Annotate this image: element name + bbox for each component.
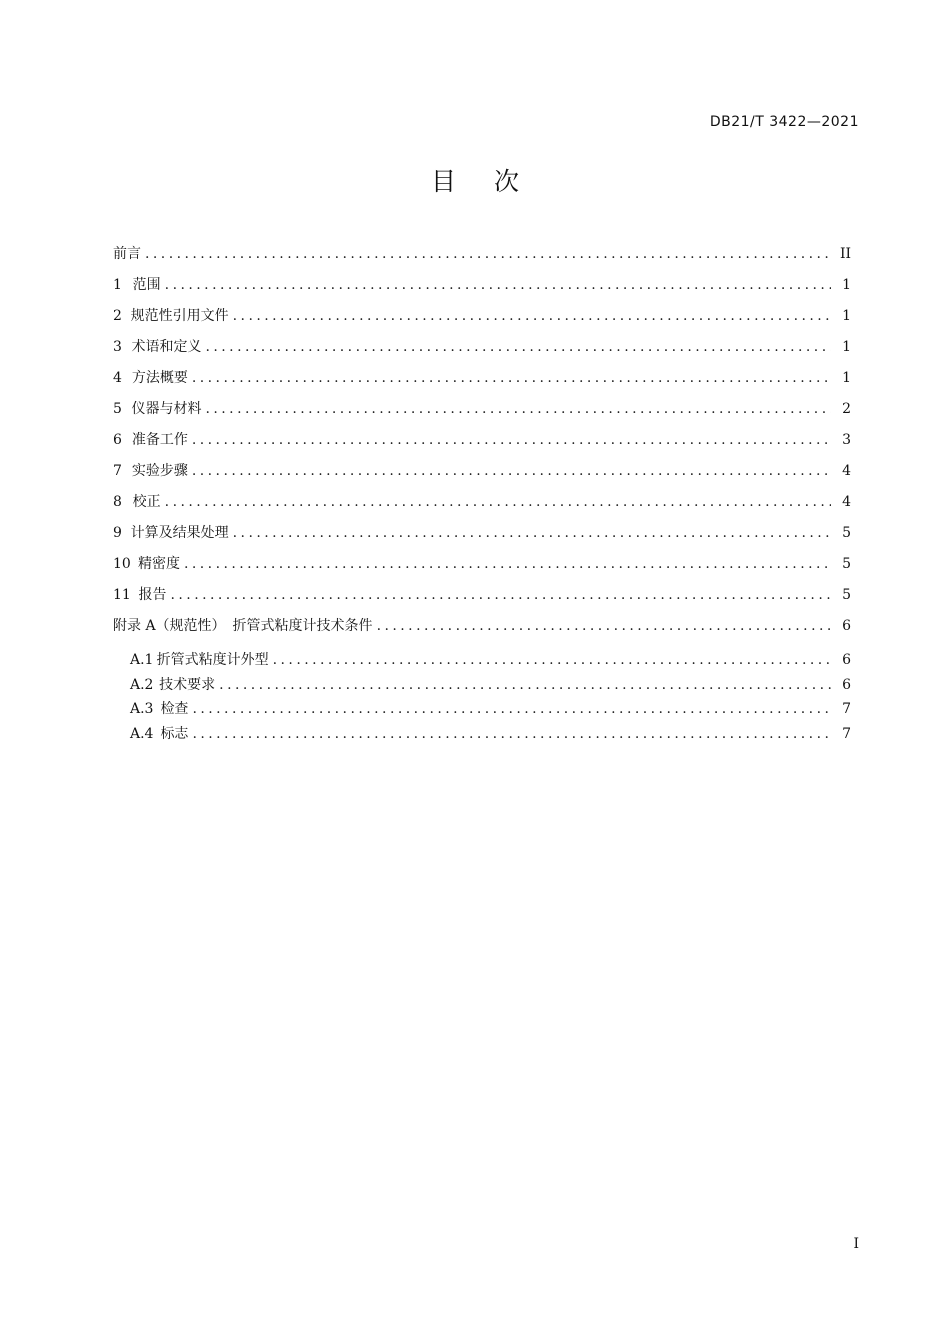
- toc-entry-9[interactable]: [113, 518, 851, 549]
- toc-entry-3[interactable]: [113, 332, 851, 363]
- toc-entry-label: 折管式粘度计外型: [156, 652, 269, 668]
- toc-entry-label: 校正: [132, 494, 161, 510]
- toc-entry-page: 1: [842, 308, 851, 324]
- toc-entry-10[interactable]: [113, 549, 851, 580]
- toc-entry-number: 1: [113, 277, 122, 293]
- dot-leader: [205, 394, 831, 425]
- toc-entry-a2[interactable]: [113, 673, 851, 698]
- toc-entry-label: 附录 A（规范性） 折管式粘度计技术条件: [113, 618, 373, 634]
- dot-leader: [233, 301, 831, 332]
- toc-entry-label: 术语和定义: [131, 339, 202, 355]
- toc-entry-number: 10: [113, 556, 131, 572]
- toc-entry-page: 5: [842, 556, 851, 572]
- toc-entry-page: 3: [842, 432, 851, 448]
- toc-entry-number: 5: [113, 401, 122, 417]
- toc-entry-a1[interactable]: [113, 648, 851, 673]
- toc-entry-number: 11: [113, 587, 131, 603]
- toc-entry-number: A.2: [130, 676, 154, 693]
- toc-entry-page: 1: [842, 277, 851, 293]
- toc-entry-page: 1: [842, 339, 851, 355]
- toc-entry-number: 9: [113, 525, 122, 541]
- dot-leader: [145, 239, 831, 270]
- toc-entry-label: 实验步骤: [131, 463, 188, 479]
- toc-entry-page: 6: [842, 676, 851, 693]
- toc-entry-label: 技术要求: [159, 676, 216, 693]
- toc-entry-page: 6: [842, 618, 851, 634]
- toc-entry-a4[interactable]: [113, 722, 851, 747]
- toc-entry-number: 3: [113, 339, 122, 355]
- toc-entry-page: 6: [842, 652, 851, 668]
- toc-entry-label: 计算及结果处理: [130, 525, 229, 541]
- dot-leader: [233, 518, 831, 549]
- dot-leader: [192, 425, 831, 456]
- toc-entry-number: 4: [113, 370, 122, 386]
- toc-entry-label: 标志: [160, 725, 189, 742]
- toc-entry-number: 2: [113, 308, 122, 324]
- toc-entry-number: A.4: [130, 725, 154, 742]
- dot-leader: [192, 363, 831, 394]
- dot-leader: [192, 722, 831, 747]
- toc-entry-number: A.3: [130, 701, 154, 717]
- toc-entry-1[interactable]: [113, 270, 851, 301]
- toc-entry-label: 检查: [160, 701, 189, 717]
- dot-leader: [171, 580, 832, 611]
- dot-leader: [192, 456, 831, 487]
- toc-entry-8[interactable]: [113, 487, 851, 518]
- toc-entry-label: 仪器与材料: [131, 401, 202, 417]
- dot-leader: [192, 697, 831, 722]
- dot-leader: [377, 611, 831, 642]
- page-number: I: [853, 1236, 859, 1252]
- toc-entry-2[interactable]: [113, 301, 851, 332]
- dot-leader: [165, 270, 831, 301]
- toc-entry-label: 规范性引用文件: [130, 308, 229, 324]
- toc-entry-appendix-a[interactable]: [113, 611, 851, 642]
- toc-entry-label: 准备工作: [131, 432, 188, 448]
- toc-entry-number: 7: [113, 463, 122, 479]
- toc-entry-number: A.1: [130, 652, 154, 668]
- toc-entry-5[interactable]: [113, 394, 851, 425]
- dot-leader: [273, 648, 831, 673]
- toc-entry-number: 6: [113, 432, 122, 448]
- dot-leader: [219, 673, 831, 698]
- toc-entry-page: 4: [842, 494, 851, 510]
- toc-entry-page: 5: [842, 587, 851, 603]
- toc-entry-number: 8: [113, 494, 122, 510]
- toc-entry-label: 前言: [113, 246, 141, 262]
- toc-entry-page: 4: [842, 463, 851, 479]
- toc-entry-label: 精密度: [137, 556, 180, 572]
- toc-entry-page: 7: [842, 725, 851, 742]
- toc-title: 目次: [430, 167, 557, 196]
- toc-entry-label: 方法概要: [131, 370, 188, 386]
- document-number: DB21/T 3422—2021: [709, 114, 859, 130]
- toc-entry-a3[interactable]: [113, 697, 851, 722]
- toc-entry-page: 2: [842, 401, 851, 417]
- toc-entry-foreword[interactable]: [113, 239, 851, 270]
- table-of-contents: [113, 239, 851, 746]
- dot-leader: [205, 332, 831, 363]
- toc-entry-page: II: [839, 246, 851, 262]
- toc-entry-11[interactable]: [113, 580, 851, 611]
- toc-entry-page: 1: [842, 370, 851, 386]
- toc-entry-page: 7: [842, 701, 851, 717]
- toc-entry-label: 报告: [138, 587, 167, 603]
- toc-entry-page: 5: [842, 525, 851, 541]
- toc-entry-6[interactable]: [113, 425, 851, 456]
- toc-entry-label: 范围: [132, 277, 161, 293]
- dot-leader: [184, 549, 831, 580]
- toc-entry-4[interactable]: [113, 363, 851, 394]
- dot-leader: [165, 487, 831, 518]
- toc-entry-7[interactable]: [113, 456, 851, 487]
